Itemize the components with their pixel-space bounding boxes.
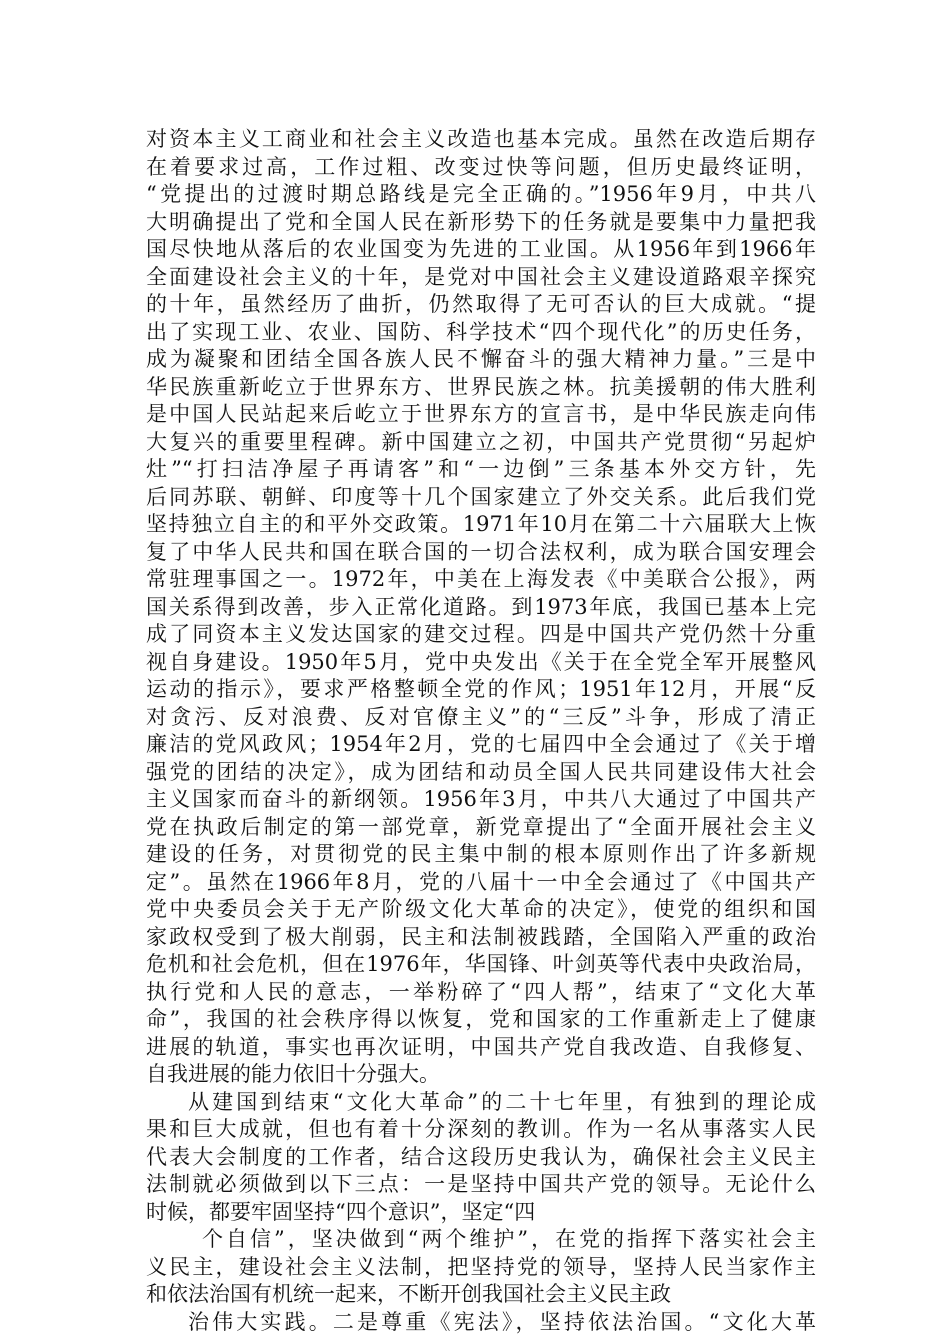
text-line: 运动的指示》，要求严格整顿全党的作风；1951年12月，开展“反 bbox=[146, 677, 816, 701]
text-line: 主义国家而奋斗的新纲领。1956年3月，中共八大通过了中国共产 bbox=[146, 787, 816, 811]
text-line: 党在执政后制定的第一部党章，新党章提出了“全面开展社会主义 bbox=[146, 814, 816, 839]
text-line: 法制就必须做到以下三点：一是坚持中国共产党的领导。无论什么 bbox=[146, 1172, 816, 1196]
text-line: 果和巨大成就，但也有着十分深刻的教训。作为一名从事落实人民 bbox=[146, 1117, 816, 1141]
text-line: 和依法治国有机统一起来，不断开创我国社会主义民主政 bbox=[146, 1282, 671, 1306]
text-line: 大复兴的重要里程碑。新中国建立之初，中国共产党贯彻“另起炉 bbox=[146, 429, 816, 454]
text-line: 命”，我国的社会秩序得以恢复，党和国家的工作重新走上了健康 bbox=[146, 1007, 816, 1031]
text-line: 建设的任务，对贯彻党的民主集中制的根本原则作出了许多新规 bbox=[146, 842, 816, 866]
text-line: 华民族重新屹立于世界东方、世界民族之林。抗美援朝的伟大胜利 bbox=[146, 374, 816, 399]
text-line: 在着要求过高，工作过粗、改变过快等问题，但历史最终证明， bbox=[146, 154, 816, 179]
text-line: 大明确提出了党和全国人民在新形势下的任务就是要集中力量把我 bbox=[146, 209, 816, 234]
text-line: 义民主，建设社会主义法制，把坚持党的领导，坚持人民当家作主 bbox=[146, 1254, 816, 1279]
text-line: 强党的团结的决定》，成为团结和动员全国人民共同建设伟大社会 bbox=[146, 759, 816, 784]
text-line: 全面建设社会主义的十年，是党对中国社会主义建设道路艰辛探究 bbox=[146, 264, 816, 289]
text-line: 国尽快地从落后的农业国变为先进的工业国。从1956年到1966年 bbox=[146, 237, 816, 261]
text-line: 出了实现工业、农业、国防、科学技术“四个现代化”的历史任务， bbox=[146, 319, 816, 344]
text-line: 国关系得到改善，步入正常化道路。到1973年底，我国已基本上完 bbox=[146, 594, 816, 619]
text-line: 对资本主义工商业和社会主义改造也基本完成。虽然在改造后期存 bbox=[146, 127, 816, 151]
text-line: 常驻理事国之一。1972年，中美在上海发表《中美联合公报》，两 bbox=[146, 567, 816, 591]
text-line: 复了中华人民共和国在联合国的一切合法权利，成为联合国安理会 bbox=[146, 539, 816, 564]
text-line: 危机和社会危机，但在1976年，华国锋、叶剑英等代表中央政治局， bbox=[146, 952, 816, 976]
text-line: 灶”“打扫洁净屋子再请客”和“一边倒”三条基本外交方针，先 bbox=[146, 457, 816, 481]
text-line: 个自信”，坚决做到“两个维护”，在党的指挥下落实社会主 bbox=[202, 1227, 816, 1251]
body-text bbox=[146, 126, 816, 1336]
text-line: 治伟大实践。二是尊重《宪法》，坚持依法治国。“文化大革 bbox=[188, 1309, 816, 1334]
text-line: 家政权受到了极大削弱，民主和法制被践踏，全国陷入严重的政治 bbox=[146, 924, 816, 949]
text-line: 执行党和人民的意志，一举粉碎了“四人帮”，结束了“文化大革 bbox=[146, 979, 816, 1004]
text-line: 进展的轨道，事实也再次证明，中国共产党自我改造、自我修复、 bbox=[146, 1034, 816, 1059]
text-line: 的十年，虽然经历了曲折，仍然取得了无可否认的巨大成就。“提 bbox=[146, 292, 816, 316]
text-line: 党中央委员会关于无产阶级文化大革命的决定》，使党的组织和国 bbox=[146, 897, 816, 921]
text-line: “党提出的过渡时期总路线是完全正确的。”1956年9月，中共八 bbox=[146, 182, 816, 206]
text-line: 坚持独立自主的和平外交政策。1971年10月在第二十六届联大上恢 bbox=[146, 512, 816, 536]
text-line: 视自身建设。1950年5月，党中央发出《关于在全党全军开展整风 bbox=[146, 649, 816, 674]
text-line: 后同苏联、朝鲜、印度等十几个国家建立了外交关系。此后我们党 bbox=[146, 484, 816, 509]
text-line: 时候，都要牢固坚持“四个意识”，坚定“四 bbox=[146, 1199, 536, 1224]
text-line: 代表大会制度的工作者，结合这段历史我认为，确保社会主义民主 bbox=[146, 1144, 816, 1169]
text-line: 成了同资本主义发达国家的建交过程。四是中国共产党仍然十分重 bbox=[146, 622, 816, 646]
text-line: 是中国人民站起来后屹立于世界东方的宣言书，是中华民族走向伟 bbox=[146, 402, 816, 426]
text-line: 对贪污、反对浪费、反对官僚主义”的“三反”斗争，形成了清正 bbox=[146, 704, 816, 729]
text-line: 自我进展的能力依旧十分强大。 bbox=[146, 1062, 440, 1086]
text-line: 从建国到结束“文化大革命”的二十七年里，有独到的理论成 bbox=[188, 1089, 816, 1114]
text-line: 定”。虽然在1966年8月，党的八届十一中全会通过了《中国共产 bbox=[146, 869, 816, 894]
text-line: 廉洁的党风政风；1954年2月，党的七届四中全会通过了《关于增 bbox=[146, 732, 816, 756]
text-line: 成为凝聚和团结全国各族人民不懈奋斗的强大精神力量。”三是中 bbox=[146, 347, 816, 371]
